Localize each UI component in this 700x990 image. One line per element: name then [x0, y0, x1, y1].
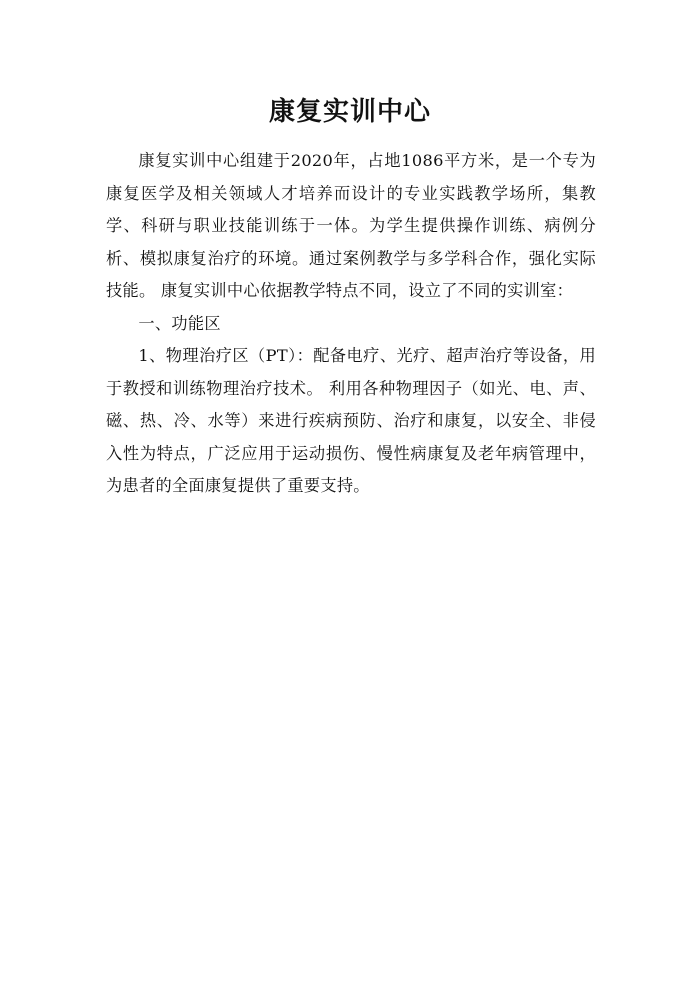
- section-heading-functional-area: 一、功能区: [138, 313, 221, 333]
- document-body: [106, 145, 596, 503]
- intro-paragraph: 康复实训中心组建于2020年，占地1086平方米，是一个专为康复医学及相关领域人才培养而设计的专业实践教学场所，集教学、科研与职业技能训练于一体。为学生提供操作训练、病例分析、模拟康复治疗的环境。通过案例教学与多学科合作，强化实际技能。 康复实训中心依据教学特点不同，设立了不同的实训室：: [106, 151, 596, 300]
- document-title: 康复实训中心: [268, 97, 431, 127]
- physical-therapy-paragraph: 1、物理治疗区（PT）：配备电疗、光疗、超声治疗等设备，用于教授和训练物理治疗技术。 利用各种物理因子（如光、电、声、磁、热、冷、水等）来进行疾病预防、治疗和康复，以安全、非侵入性为特点，广泛应用于运动损伤、慢性病康复及老年病管理中，为患者的全面康复提供了重要支持。: [106, 346, 596, 495]
